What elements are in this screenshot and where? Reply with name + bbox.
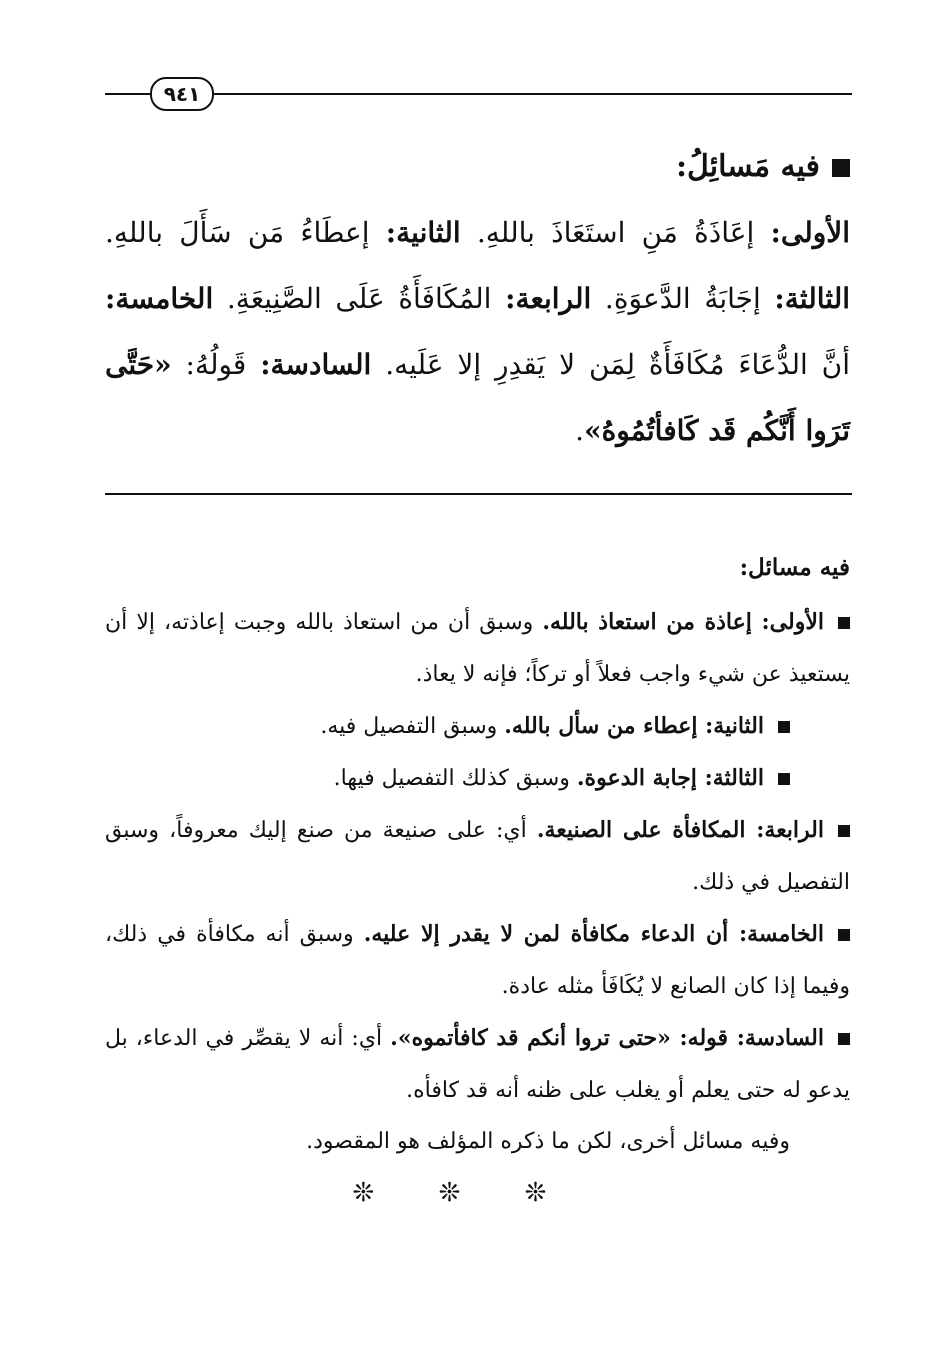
section-end-asterisks: ❊ ❊ ❊ <box>352 1178 575 1208</box>
issue-3-label: الثالثة: <box>774 282 851 315</box>
commentary-item <box>105 804 850 909</box>
commentary-item-label: الخامسة: أن الدعاء مكافأة لمن لا يقدر إلا عليه. <box>363 921 825 947</box>
header-rule <box>105 93 852 95</box>
commentary-item <box>105 1012 850 1117</box>
commentary-item-text: أي: أنه لا يقصِّر في الدعاء، بل يدعو له حتى يعلم أو يغلب على ظنه أنه قد كافأه. <box>105 1026 850 1103</box>
commentary-item-text: وسبق أن من استعاذ بالله وجبت إعاذته، إلا أن يستعيذ عن شيء واجب فعلاً أو تركاً؛ فإنه لا يعاذ. <box>105 610 850 687</box>
issue-4-text: المُكَافَأَةُ عَلَى الصَّنِيعَةِ. <box>213 282 506 315</box>
issue-6-text: قَولُهُ: <box>171 348 261 381</box>
issue-1-label: الأولى: <box>770 216 850 249</box>
commentary-item-text: وسبق التفصيل فيه. <box>320 714 505 739</box>
issue-6-end: . <box>575 414 585 447</box>
square-bullet-icon <box>838 825 850 837</box>
commentary-item-label: الثالثة: إجابة الدعوة. <box>576 765 764 791</box>
main-text-paragraph <box>105 200 850 464</box>
commentary-item <box>105 752 850 805</box>
main-heading <box>105 145 850 189</box>
issue-6-label: السادسة: <box>260 348 372 381</box>
issue-5-label: الخامسة: <box>105 282 214 315</box>
commentary-item-text: أي: على صنيعة من صنع إليك معروفاً، وسبق التفصيل في ذلك. <box>105 818 850 895</box>
commentary-item-label: الأولى: إعاذة من استعاذ بالله. <box>542 609 824 635</box>
main-heading-text: فيه مَسائِلُ: <box>675 149 820 184</box>
commentary-heading: فيه مسائل: <box>739 554 850 581</box>
commentary-item-label: السادسة: قوله: «حتى تروا أنكم قد كافأتموه». <box>390 1025 824 1051</box>
issue-4-label: الرابعة: <box>505 282 592 315</box>
commentary-item-text: وسبق أنه مكافأة في ذلك، وفيما إذا كان الصانع لا يُكَافَأ مثله عادة. <box>105 922 850 999</box>
issue-1-text: إعَاذَةُ مَنِ استَعَاذَ باللهِ. <box>460 216 771 249</box>
issue-3-text: إجَابَةُ الدَّعوَةِ. <box>591 282 775 315</box>
square-bullet-icon <box>838 929 850 941</box>
commentary-closing: وفيه مسائل أخرى، لكن ما ذكره المؤلف هو المقصود. <box>306 1129 790 1154</box>
commentary-item-label: الثانية: إعطاء من سأل بالله. <box>504 713 764 739</box>
commentary-item <box>105 700 850 753</box>
square-bullet-icon <box>778 721 790 733</box>
issue-2-text: إعطَاءُ مَن سَأَلَ باللهِ. <box>105 216 386 249</box>
issue-6-quote: «حَتَّى تَرَوا أَنَّكُم قَد كَافأتُمُوهُ» <box>105 348 850 447</box>
section-divider <box>105 493 852 495</box>
square-bullet-icon <box>838 617 850 629</box>
square-bullet-icon <box>832 159 850 177</box>
page-number: ٩٤١ <box>150 77 214 111</box>
square-bullet-icon <box>838 1033 850 1045</box>
square-bullet-icon <box>778 773 790 785</box>
commentary-item-label: الرابعة: المكافأة على الصنيعة. <box>536 817 824 843</box>
commentary-item-text: وسبق كذلك التفصيل فيها. <box>333 766 577 791</box>
commentary-item <box>105 908 850 1013</box>
commentary-item <box>105 596 850 701</box>
issue-5-text: أنَّ الدُّعَاءَ مُكَافَأَةٌ لِمَن لا يَقدِرِ إلا عَلَيه. <box>371 348 850 381</box>
issue-2-label: الثانية: <box>385 216 461 249</box>
